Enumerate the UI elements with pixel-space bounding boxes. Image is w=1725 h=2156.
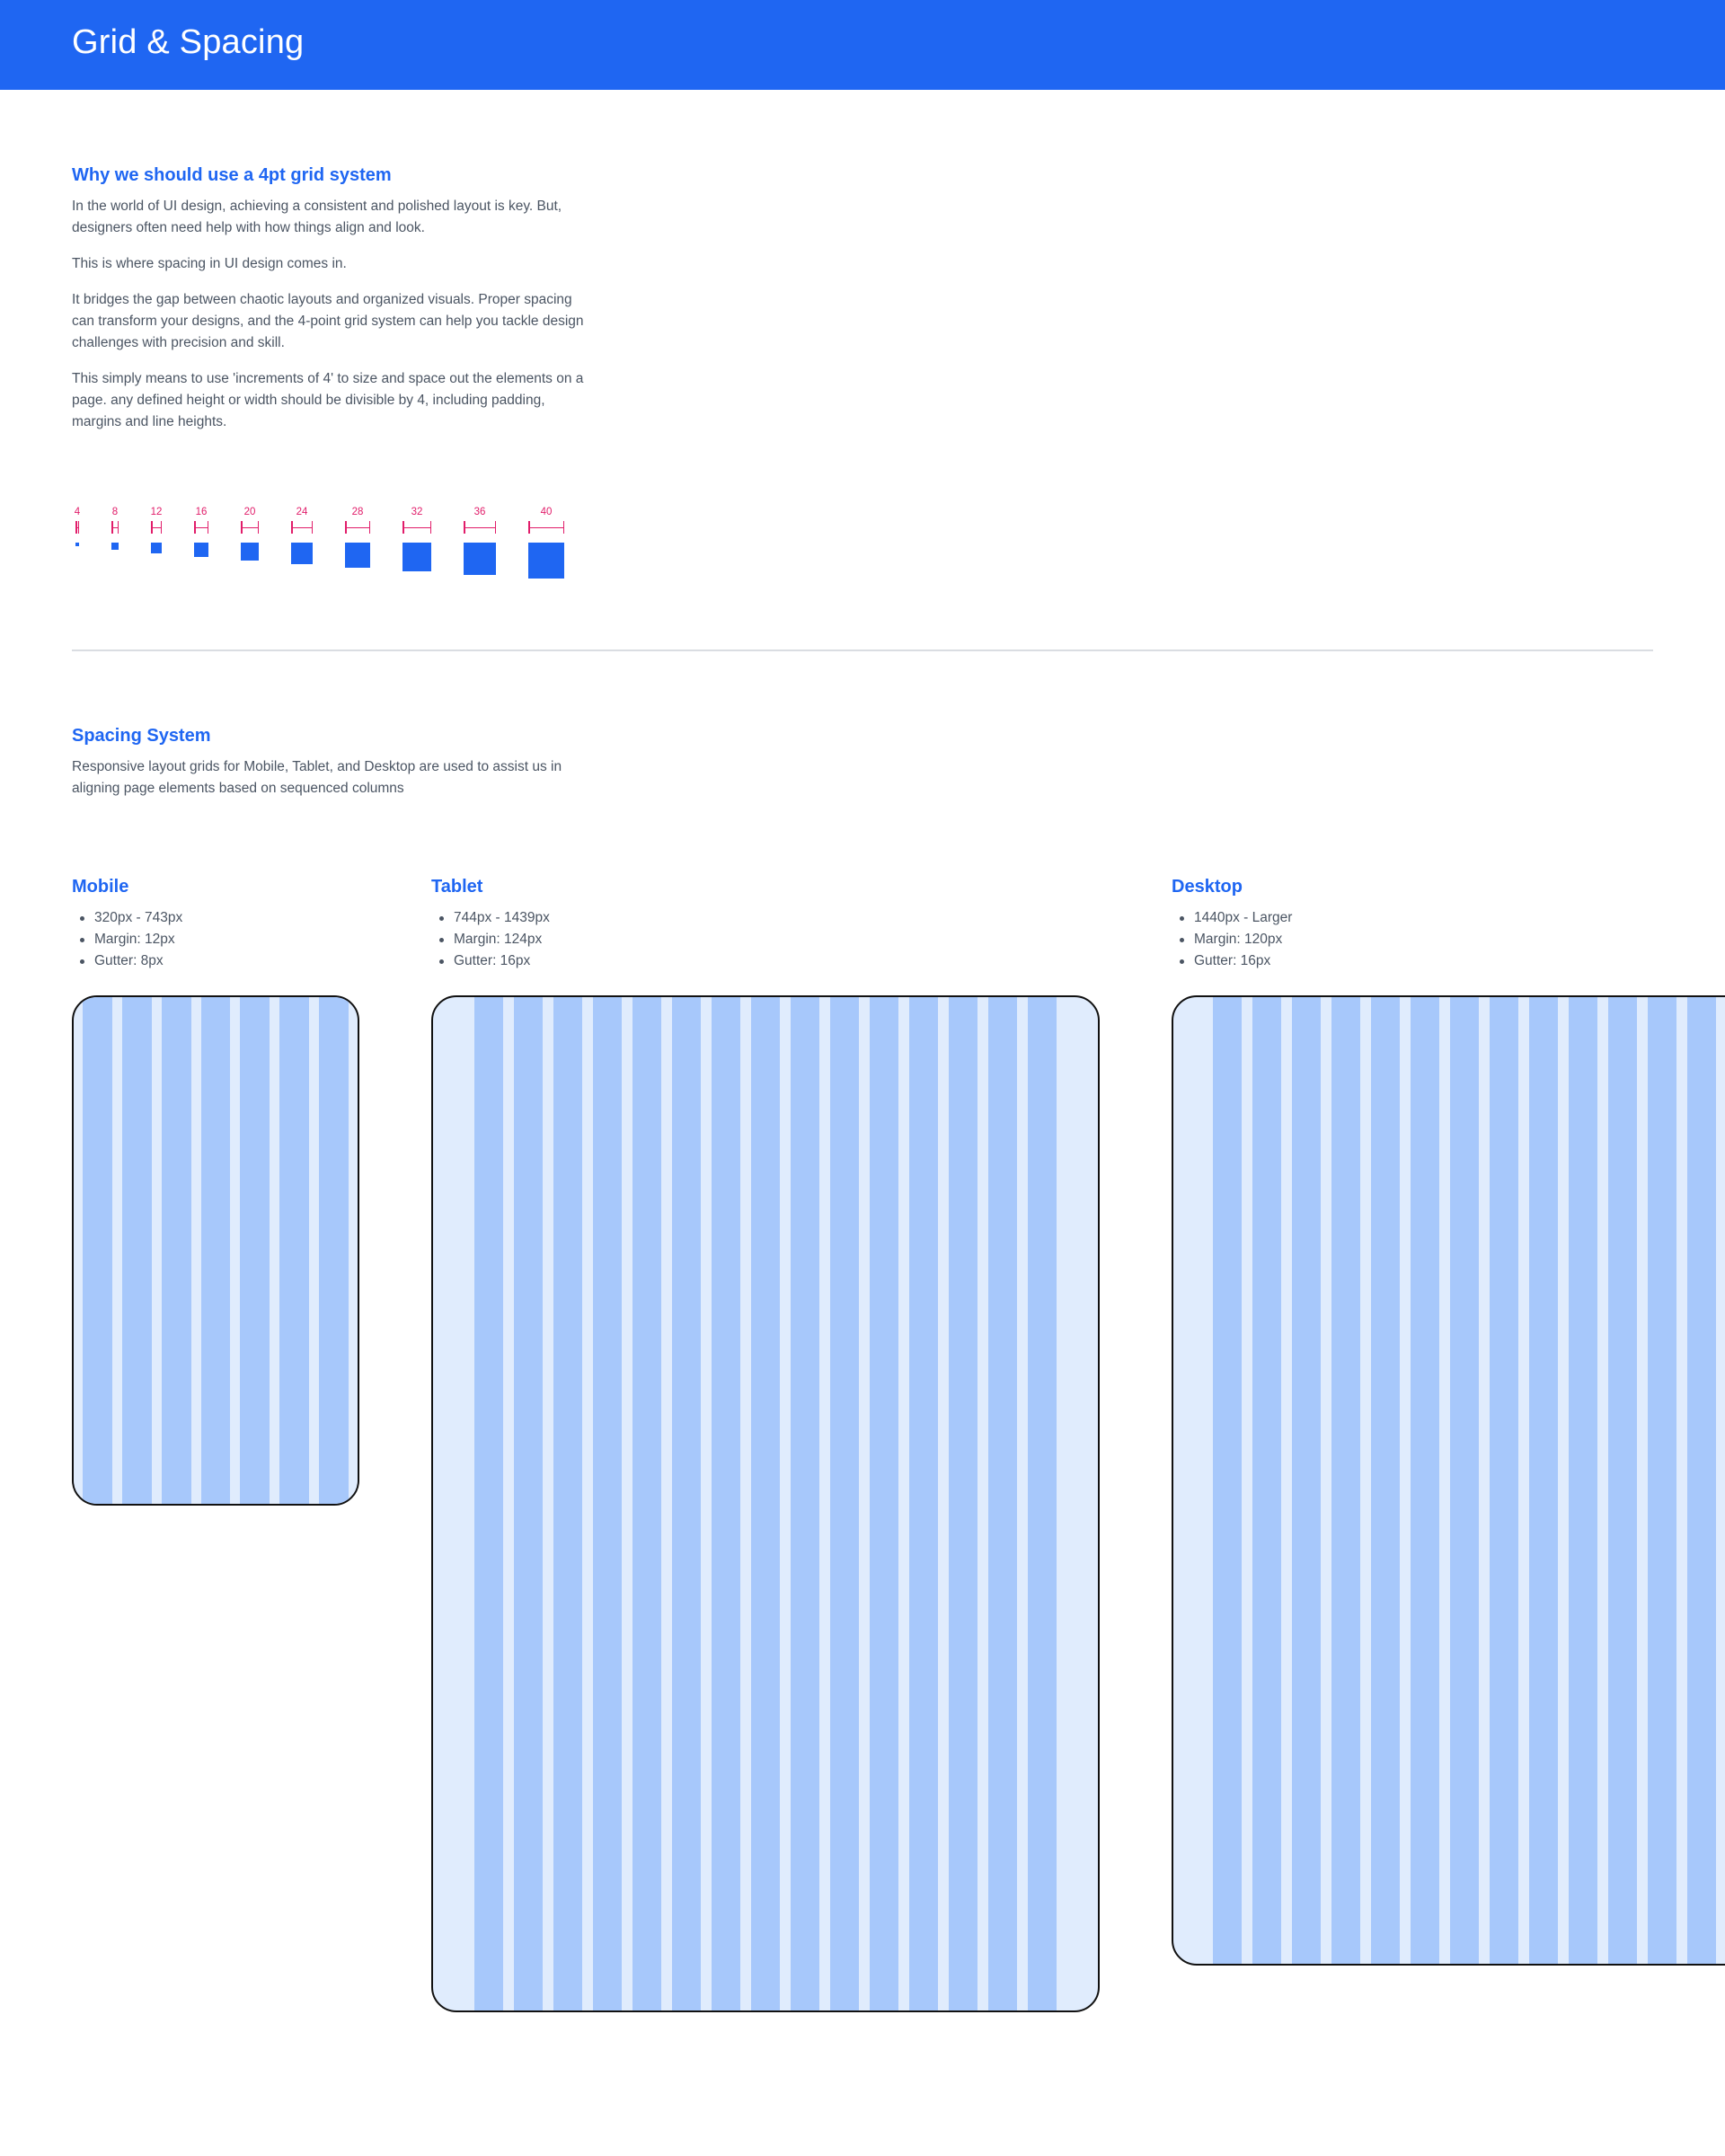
mobile-column: [279, 997, 309, 1504]
tablet-column: [712, 997, 740, 2010]
scale-square-20: [241, 543, 259, 561]
intro-paragraph-4: This simply means to use 'increments of 4' to size and space out the elements on a page. any defined height or width should be divisible by 4, including padding, margins and line heights.: [72, 371, 584, 429]
mobile-spec-margin: Margin: 12px: [72, 929, 182, 950]
scale-label-16: 16: [195, 507, 208, 517]
tablet-column: [830, 997, 859, 2010]
desktop-specs: [1172, 907, 1292, 972]
scale-measure-8: [111, 521, 119, 534]
scale-square-4: [75, 543, 79, 546]
scale-square-40: [528, 543, 564, 579]
intro-paragraph-1: In the world of UI design, achieving a consistent and polished layout is key. But, designers often need help with how things align and look.: [72, 199, 562, 235]
desktop-column: [1529, 997, 1558, 1964]
scale-measure-4: [75, 521, 79, 534]
tablet-spec-range: 744px - 1439px: [431, 907, 550, 929]
tablet-column: [870, 997, 898, 2010]
tablet-column: [909, 997, 938, 2010]
tablet-columns: [474, 997, 1057, 2010]
tablet-column: [593, 997, 622, 2010]
scale-label-12: 12: [150, 507, 163, 517]
scale-measure-16: [194, 521, 208, 534]
mobile-column: [240, 997, 270, 1504]
desktop-column: [1648, 997, 1676, 1964]
desktop-column: [1213, 997, 1242, 1964]
intro-paragraph-3: It bridges the gap between chaotic layouts and organized visuals. Proper spacing can transform your designs, and the 4-point grid system can help you tackle design challenges with precision and skill.: [72, 292, 584, 350]
scale-label-32: 32: [411, 507, 423, 517]
desktop-column: [1331, 997, 1360, 1964]
page-header: [0, 0, 1725, 90]
scale-measure-40: [528, 521, 564, 534]
desktop-column: [1371, 997, 1400, 1964]
mobile-column: [83, 997, 112, 1504]
scale-measure-12: [151, 521, 162, 534]
intro-title: Why we should use a 4pt grid system: [72, 165, 392, 185]
desktop-column: [1569, 997, 1597, 1964]
spacing-system-title: Spacing System: [72, 726, 211, 746]
mobile-spec-gutter: Gutter: 8px: [72, 950, 182, 972]
desktop-columns: [1213, 997, 1725, 1964]
mobile-column: [122, 997, 152, 1504]
scale-measure-20: [241, 521, 259, 534]
scale-square-32: [402, 543, 431, 571]
desktop-grid-frame: [1172, 995, 1725, 1966]
mobile-column: [201, 997, 231, 1504]
page-title: Grid & Spacing: [72, 23, 305, 61]
scale-square-28: [345, 543, 370, 568]
tablet-specs: [431, 907, 550, 972]
mobile-specs: [72, 907, 182, 972]
tablet-column: [474, 997, 503, 2010]
scale-square-24: [291, 543, 313, 564]
tablet-grid-frame: [431, 995, 1100, 2012]
desktop-column: [1490, 997, 1518, 1964]
scale-label-24: 24: [296, 507, 308, 517]
tablet-column: [949, 997, 978, 2010]
desktop-spec-gutter: Gutter: 16px: [1172, 950, 1292, 972]
tablet-spec-margin: Margin: 124px: [431, 929, 550, 950]
intro-paragraph-2: This is where spacing in UI design comes in.: [72, 256, 347, 271]
desktop-column: [1608, 997, 1637, 1964]
mobile-column: [319, 997, 349, 1504]
scale-label-8: 8: [111, 507, 119, 517]
tablet-column: [988, 997, 1017, 2010]
desktop-column: [1450, 997, 1479, 1964]
scale-label-4: 4: [74, 507, 81, 517]
scale-measure-32: [402, 521, 431, 534]
scale-measure-24: [291, 521, 313, 534]
tablet-spec-gutter: Gutter: 16px: [431, 950, 550, 972]
desktop-column: [1252, 997, 1281, 1964]
tablet-column: [751, 997, 780, 2010]
mobile-columns: [83, 997, 349, 1504]
scale-measure-28: [345, 521, 370, 534]
scale-square-16: [194, 543, 208, 557]
mobile-column: [162, 997, 191, 1504]
desktop-column: [1687, 997, 1716, 1964]
scale-square-8: [111, 543, 119, 550]
mobile-spec-range: 320px - 743px: [72, 907, 182, 929]
section-divider: [72, 649, 1653, 651]
desktop-spec-margin: Margin: 120px: [1172, 929, 1292, 950]
scale-square-12: [151, 543, 162, 553]
scale-label-40: 40: [540, 507, 553, 517]
tablet-title: Tablet: [431, 877, 483, 897]
desktop-title: Desktop: [1172, 877, 1243, 897]
mobile-grid-frame: [72, 995, 359, 1506]
desktop-column: [1292, 997, 1321, 1964]
tablet-column: [514, 997, 543, 2010]
tablet-column: [632, 997, 661, 2010]
scale-measure-36: [464, 521, 496, 534]
tablet-column: [1028, 997, 1057, 2010]
scale-label-36: 36: [473, 507, 486, 517]
tablet-column: [553, 997, 582, 2010]
tablet-column: [791, 997, 819, 2010]
desktop-spec-range: 1440px - Larger: [1172, 907, 1292, 929]
scale-label-28: 28: [351, 507, 364, 517]
mobile-title: Mobile: [72, 877, 129, 897]
tablet-column: [672, 997, 701, 2010]
scale-label-20: 20: [243, 507, 256, 517]
spacing-system-description: Responsive layout grids for Mobile, Tablet, and Desktop are used to assist us in aligning page elements based on sequenced columns: [72, 759, 562, 796]
desktop-column: [1411, 997, 1439, 1964]
scale-square-36: [464, 543, 496, 575]
